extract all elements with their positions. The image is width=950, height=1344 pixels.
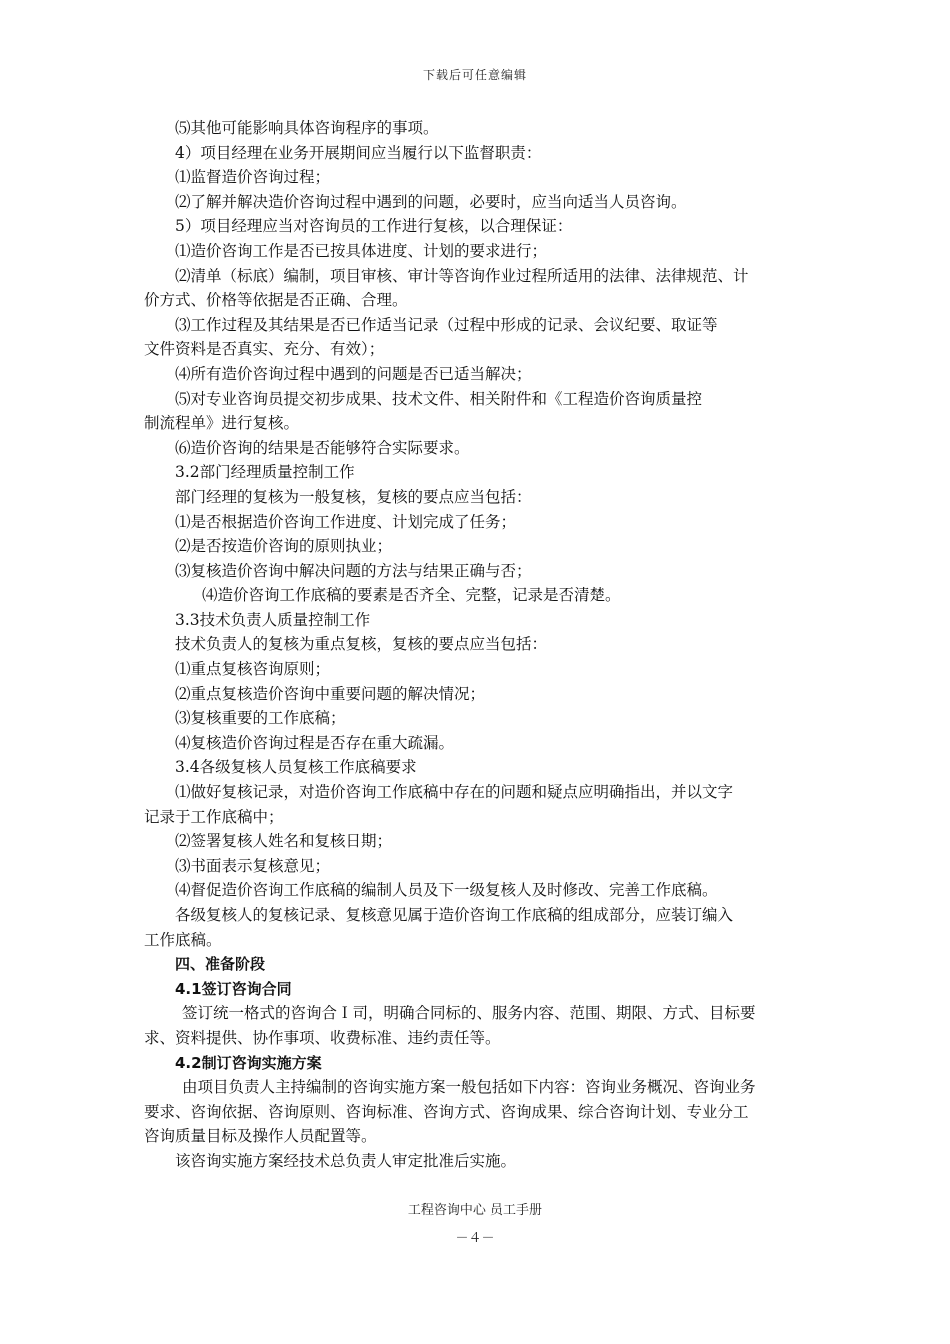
paragraph-line: 4）项目经理在业务开展期间应当履行以下监督职责： bbox=[175, 143, 542, 162]
paragraph-line: 求、资料提供、协作事项、收费标准、违约责任等。 bbox=[144, 1028, 501, 1047]
paragraph-line: 签订统一格式的咨询合Ｉ司，明确合同标的、服务内容、范围、期限、方式、目标要 bbox=[182, 1004, 756, 1023]
paragraph-line: 记录于工作底稿中； bbox=[144, 807, 284, 826]
paragraph-line: 文件资料是否真实、充分、有效）； bbox=[144, 340, 385, 359]
paragraph-line: 3.4各级复核人员复核工作底稿要求 bbox=[175, 758, 417, 777]
paragraph-line: 5）项目经理应当对咨询员的工作进行复核，以合理保证： bbox=[175, 217, 573, 236]
paragraph-line: ⑹造价咨询的结果是否能够符合实际要求。 bbox=[175, 438, 470, 457]
paragraph-line: 咨询质量目标及操作人员配置等。 bbox=[144, 1127, 377, 1146]
paragraph-line: ⑷造价咨询工作底稿的要素是否齐全、完整，记录是否清楚。 bbox=[202, 586, 621, 605]
paragraph-line: 部门经理的复核为一般复核，复核的要点应当包括： bbox=[175, 487, 532, 506]
paragraph-line: 该咨询实施方案经技术总负责人审定批准后实施。 bbox=[175, 1151, 517, 1170]
paragraph-line: ⑵重点复核造价咨询中重要问题的解决情况； bbox=[175, 684, 486, 703]
paragraph-line: ⑴是否根据造价咨询工作进度、计划完成了任务； bbox=[175, 512, 517, 531]
paragraph-line: 制流程单》进行复核。 bbox=[144, 414, 300, 433]
paragraph-line: 价方式、价格等依据是否正确、合理。 bbox=[144, 291, 408, 310]
paragraph-line: ⑶工作过程及其结果是否已作适当记录（过程中形成的记录、会议纪要、取证等 bbox=[175, 315, 718, 334]
section-heading: 4.1签订咨询合同 bbox=[175, 979, 292, 998]
page-footer: 工程咨询中心 员工手册 bbox=[407, 1203, 543, 1218]
paragraph-line: ⑶书面表示复核意见； bbox=[175, 856, 331, 875]
page-header: 下载后可任意编辑 bbox=[422, 68, 527, 82]
paragraph-line: ⑷所有造价咨询过程中遇到的问题是否已适当解决； bbox=[175, 364, 532, 383]
paragraph-line: ⑷督促造价咨询工作底稿的编制人员及下一级复核人及时修改、完善工作底稿。 bbox=[175, 881, 718, 900]
paragraph-line: 3.2部门经理质量控制工作 bbox=[175, 463, 355, 482]
paragraph-line: ⑵了解并解决造价咨询过程中遇到的问题，必要时，应当向适当人员咨询。 bbox=[175, 192, 687, 211]
paragraph-line: 技术负责人的复核为重点复核，复核的要点应当包括： bbox=[175, 635, 548, 654]
paragraph-line: ⑵清单（标底）编制，项目审核、审计等咨询作业过程所适用的法律、法律规范、计 bbox=[175, 266, 749, 285]
paragraph-line: ⑵是否按造价咨询的原则执业； bbox=[175, 537, 393, 556]
paragraph-line: ⑴做好复核记录，对造价咨询工作底稿中存在的问题和疑点应明确指出，并以文字 bbox=[175, 783, 734, 802]
paragraph-line: 各级复核人的复核记录、复核意见属于造价咨询工作底稿的组成部分，应装订编入 bbox=[175, 906, 734, 924]
document-body bbox=[144, 116, 808, 1174]
paragraph-line: ⑴造价咨询工作是否已按具体进度、计划的要求进行； bbox=[175, 241, 548, 260]
paragraph-line: ⑴监督造价咨询过程； bbox=[175, 168, 331, 187]
paragraph-line: ⑵签署复核人姓名和复核日期； bbox=[175, 832, 393, 851]
paragraph-line: ⑸其他可能影响具体咨询程序的事项。 bbox=[175, 119, 439, 137]
section-heading: 四、准备阶段 bbox=[175, 955, 266, 974]
paragraph-line: ⑴重点复核咨询原则； bbox=[175, 660, 331, 679]
paragraph-line: ⑶复核重要的工作底稿； bbox=[175, 709, 346, 728]
paragraph-line: 工作底稿。 bbox=[144, 930, 222, 949]
paragraph-line: ⑸对专业咨询员提交初步成果、技术文件、相关附件和《工程造价咨询质量控 bbox=[175, 389, 703, 408]
paragraph-line: 要求、咨询依据、咨询原则、咨询标准、咨询方式、咨询成果、综合咨询计划、专业分工 bbox=[144, 1102, 749, 1121]
section-heading: 4.2制订咨询实施方案 bbox=[175, 1053, 322, 1072]
paragraph-line: ⑶复核造价咨询中解决问题的方法与结果正确与否； bbox=[175, 561, 532, 580]
paragraph-line: 由项目负责人主持编制的咨询实施方案一般包括如下内容：咨询业务概况、咨询业务 bbox=[182, 1078, 756, 1097]
paragraph-line: ⑷复核造价咨询过程是否存在重大疏漏。 bbox=[175, 733, 455, 752]
page-number: －４－ bbox=[455, 1231, 495, 1246]
paragraph-line: 3.3技术负责人质量控制工作 bbox=[175, 610, 371, 629]
